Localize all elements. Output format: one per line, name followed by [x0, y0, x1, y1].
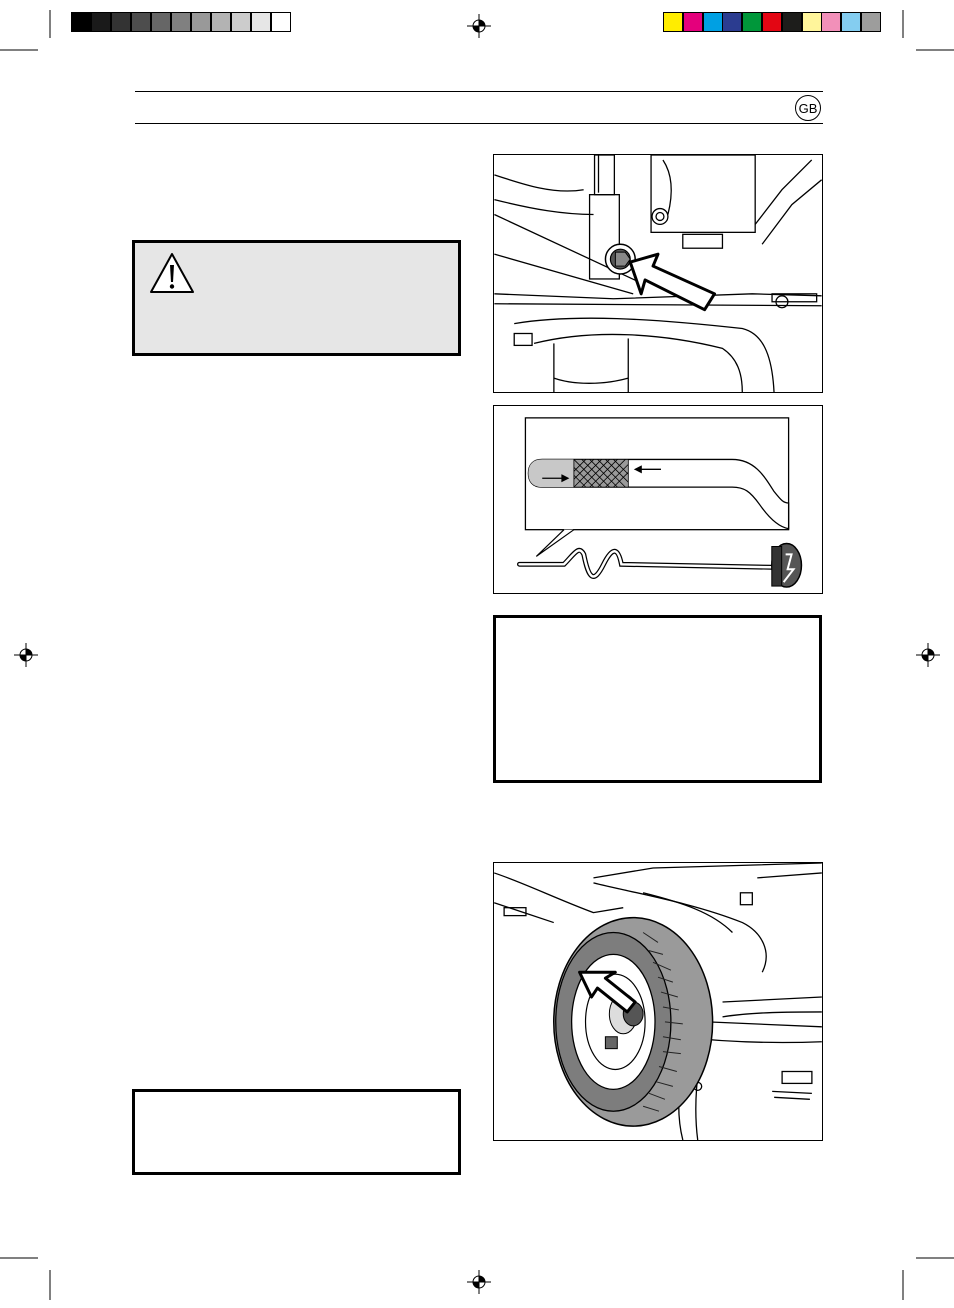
warning-triangle-icon	[148, 251, 196, 295]
registration-mark-bottom	[467, 1270, 491, 1294]
registration-mark-right	[916, 643, 940, 667]
note-box-bottom	[132, 1089, 461, 1175]
wheel-figure	[493, 862, 823, 1141]
arrow-icon	[630, 254, 714, 310]
registration-mark-top	[467, 14, 491, 38]
warning-box	[132, 240, 461, 356]
dipstick-figure	[493, 405, 823, 594]
engine-drain-figure	[493, 154, 823, 393]
note-box-right	[493, 615, 822, 783]
language-badge: GB	[795, 95, 821, 121]
header-rule-bottom	[135, 123, 823, 124]
header-rule-top	[135, 91, 823, 92]
registration-mark-left	[14, 643, 38, 667]
